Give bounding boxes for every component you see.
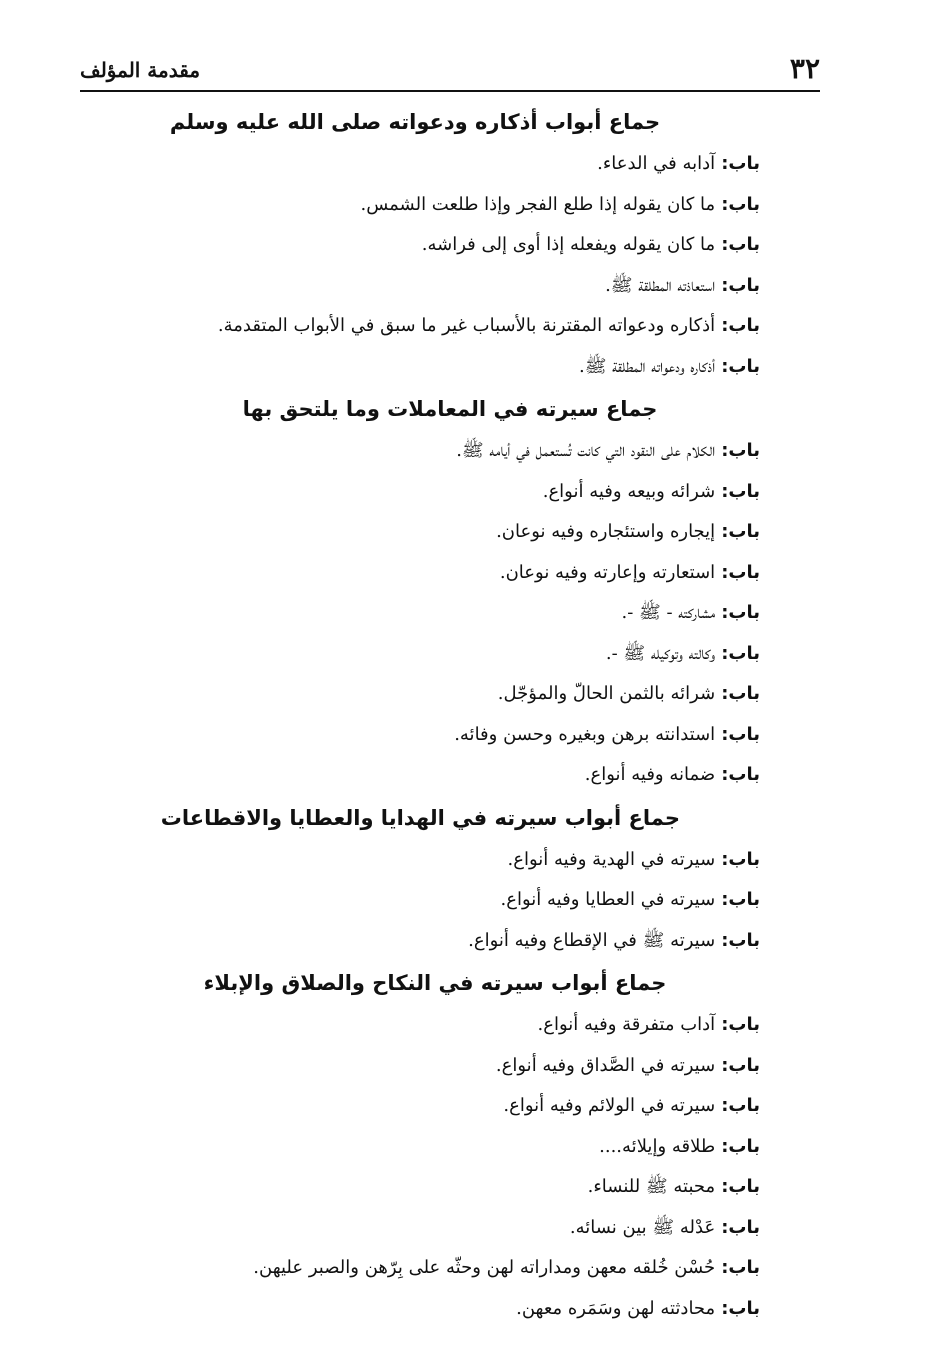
entry-text: سيرته في العطايا وفيه أنواع. — [500, 889, 716, 910]
entry-label: باب: — [721, 153, 760, 174]
entry-text: آدابه في الدعاء. — [597, 153, 716, 174]
entry-text: ما كان يقوله ويفعله إذا أوى إلى فراشه. — [421, 234, 716, 255]
entry-label: باب: — [721, 521, 760, 542]
entry-label: باب: — [721, 1216, 760, 1238]
entry-label: باب: — [721, 683, 760, 704]
entry-label: باب: — [721, 480, 760, 502]
entry-text: آداب متفرقة وفيه أنواع. — [537, 1014, 716, 1035]
entry-label: باب: — [721, 889, 760, 910]
list-item — [100, 1289, 760, 1330]
entry-text: ما كان يقوله إذا طلع الفجر وإذا طلعت الشمس. — [360, 193, 716, 215]
list-item — [100, 1248, 760, 1289]
list-item — [100, 840, 760, 881]
list-item — [100, 880, 760, 921]
entry-text: سيرته في الهدية وفيه أنواع. — [507, 848, 716, 870]
entry-text: سيرته في الولائم وفيه أنواع. — [503, 1095, 716, 1116]
entry-text: استعاذته المطلقة ﷺ. — [605, 274, 716, 296]
list-item — [100, 715, 760, 756]
entry-label: باب: — [721, 723, 760, 745]
list-item — [100, 755, 760, 796]
list-item — [100, 674, 760, 715]
entry-text: وكالته وتوكيله ﷺ -. — [605, 642, 716, 664]
entry-label: باب: — [721, 848, 760, 870]
entry-label: باب: — [721, 1297, 760, 1319]
list-item — [100, 1005, 760, 1046]
entry-label: باب: — [721, 929, 760, 951]
list-item — [100, 1167, 760, 1208]
list-item — [100, 472, 760, 513]
entry-label: باب: — [721, 1176, 760, 1197]
list-item — [100, 1208, 760, 1249]
entry-label: باب: — [721, 561, 760, 583]
entry-label: باب: — [721, 193, 760, 215]
list-item — [100, 553, 760, 594]
entry-text: عَدْله ﷺ بين نسائه. — [569, 1216, 716, 1238]
section-heading: جماع أبواب أذكاره ودعواته صلى الله عليه وسلم — [169, 110, 661, 134]
list-item — [100, 347, 760, 388]
entry-label: باب: — [721, 1054, 760, 1076]
entry-label: باب: — [721, 1014, 760, 1035]
entry-text: استعارته وإعارته وفيه نوعان. — [499, 561, 716, 583]
entry-text: أذكاره ودعواته المطلقة ﷺ. — [578, 355, 716, 377]
entry-text: إيجاره واستئجاره وفيه نوعان. — [496, 521, 716, 542]
list-item — [100, 512, 760, 553]
entry-label: باب: — [721, 315, 760, 336]
entry-label: باب: — [721, 1257, 760, 1278]
list-item — [100, 593, 760, 634]
entry-text: استدانته برهن وبغيره وحسن وفائه. — [454, 723, 716, 745]
section-heading: جماع أبواب سيرته في النكاح والصلاق والإبلاء — [203, 971, 667, 995]
list-item — [100, 634, 760, 675]
running-title: مقدمة المؤلف — [80, 58, 201, 82]
entry-text: ضمانه وفيه أنواع. — [584, 764, 716, 785]
list-item — [100, 431, 760, 472]
list-item — [100, 1046, 760, 1087]
entry-label: باب: — [721, 1135, 760, 1157]
list-item — [100, 185, 760, 226]
page-header — [80, 52, 820, 92]
entry-text: محادثته لهن وسَمَره معهن. — [516, 1297, 716, 1319]
section-heading: جماع سيرته في المعاملات وما يلتحق بها — [242, 397, 658, 421]
entry-label: باب: — [721, 355, 760, 377]
list-item — [100, 306, 760, 347]
section-heading: جماع أبواب سيرته في الهدايا والعطايا والاقطاعات — [160, 805, 680, 830]
entry-label: باب: — [721, 440, 760, 461]
entry-label: باب: — [721, 764, 760, 785]
list-item — [100, 1127, 760, 1168]
entry-text: سيرته في الصَّداق وفيه أنواع. — [495, 1054, 716, 1076]
entry-text: شرائه بالثمن الحالّ والمؤجّل. — [497, 683, 716, 704]
entry-text: الكلام على النقود التي كانت تُستعمل في أيامه ﷺ. — [456, 440, 716, 461]
list-item — [100, 1086, 760, 1127]
list-item — [100, 144, 760, 185]
entry-label: باب: — [721, 602, 760, 623]
entry-text: محبته ﷺ للنساء. — [587, 1176, 716, 1197]
entry-text: شرائه وبيعه وفيه أنواع. — [542, 480, 716, 502]
list-item — [100, 225, 760, 266]
entry-label: باب: — [721, 1095, 760, 1116]
page-number: ٣٢ — [789, 52, 820, 85]
entry-label: باب: — [721, 234, 760, 255]
entry-text: طلاقه وإيلائه.... — [599, 1135, 716, 1157]
entry-text: سيرته ﷺ في الإقطاع وفيه أنواع. — [468, 929, 716, 951]
entry-label: باب: — [721, 642, 760, 664]
entry-label: باب: — [721, 274, 760, 296]
entry-text: حُسْن خُلقه معهن ومداراته لهن وحثّه على بِرّهن والصبر عليهن. — [253, 1257, 716, 1278]
chapter-list — [100, 100, 760, 1329]
list-item — [100, 266, 760, 307]
entry-text: مشاركته - ﷺ -. — [621, 602, 716, 623]
list-item — [100, 921, 760, 962]
entry-text: أذكاره ودعواته المقترنة بالأسباب غير ما سبق في الأبواب المتقدمة. — [217, 315, 716, 336]
